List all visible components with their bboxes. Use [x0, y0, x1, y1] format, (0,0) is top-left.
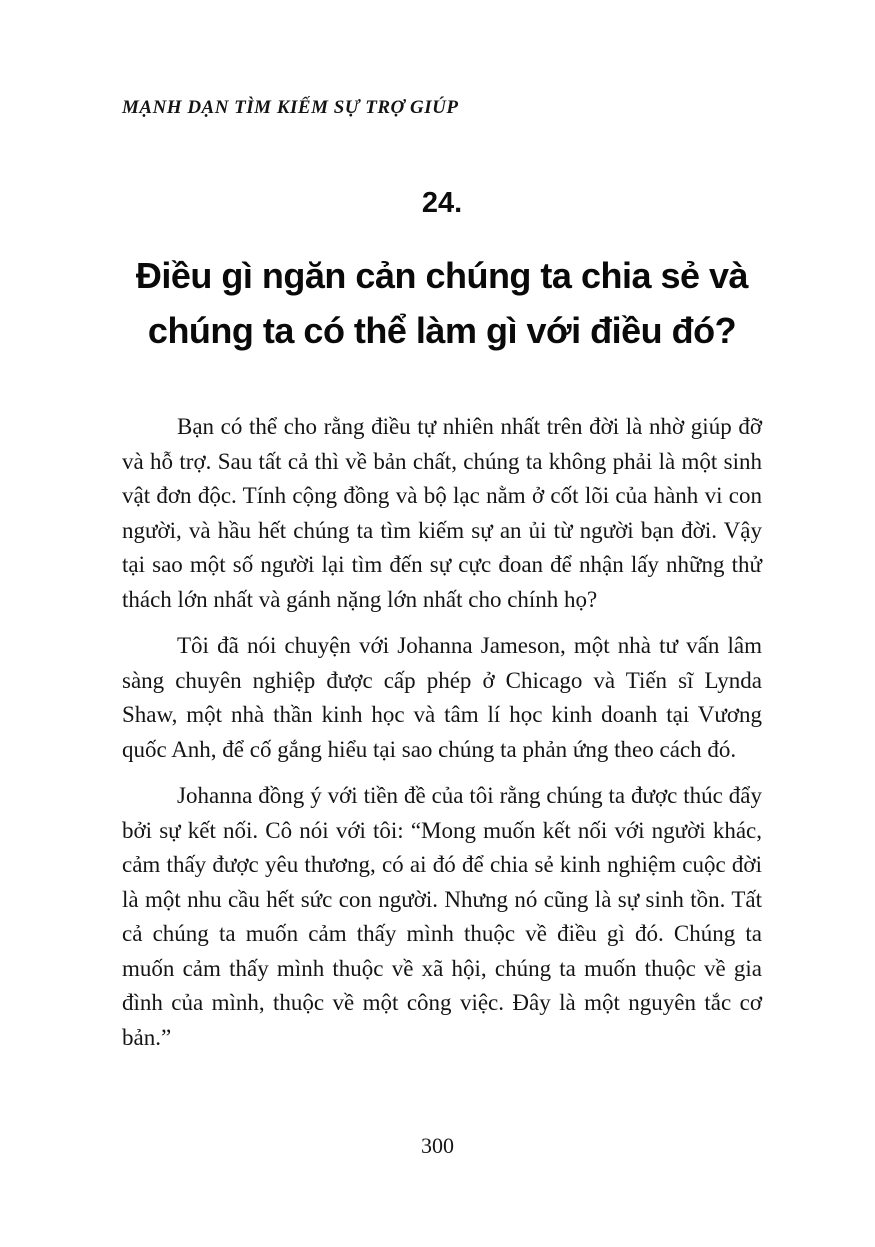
- running-header: MẠNH DẠN TÌM KIẾM SỰ TRỢ GIÚP: [122, 97, 459, 118]
- paragraph: Johanna đồng ý với tiền đề của tôi rằng chúng ta được thúc đẩy bởi sự kết nối. Cô nói với tôi: “Mong muốn kết nối với người khác, cảm thấy được yêu thương, có ai đó để chia sẻ kinh nghiệm cuộc đời là một nhu cầu hết sức con người. Nhưng nó cũng là sự sinh tồn. Tất cả chúng ta muốn cảm thấy mình thuộc về điều gì đó. Chúng ta muốn cảm thấy mình thuộc về xã hội, chúng ta muốn thuộc về gia đình của mình, thuộc về một công việc. Đây là một nguyên tắc cơ bản.”: [122, 783, 762, 1050]
- page-content: [122, 0, 762, 1055]
- paragraph: Bạn có thể cho rằng điều tự nhiên nhất trên đời là nhờ giúp đỡ và hỗ trợ. Sau tất cả thì về bản chất, chúng ta không phải là một sinh vật đơn độc. Tính cộng đồng và bộ lạc nằm ở cốt lõi của hành vi con người, và hầu hết chúng ta tìm kiếm sự an ủi từ người bạn đời. Vậy tại sao một số người lại tìm đến sự cực đoan để nhận lấy những thử thách lớn nhất và gánh nặng lớn nhất cho chính họ?: [122, 414, 762, 612]
- body-text: [122, 410, 762, 1055]
- page-number: 300: [421, 1133, 454, 1158]
- paragraph: Tôi đã nói chuyện với Johanna Jameson, một nhà tư vấn lâm sàng chuyên nghiệp được cấp phép ở Chicago và Tiến sĩ Lynda Shaw, một nhà thần kinh học và tâm lí học kinh doanh tại Vương quốc Anh, để cố gắng hiểu tại sao chúng ta phản ứng theo cách đó.: [122, 633, 762, 762]
- chapter-number: 24.: [421, 187, 463, 219]
- chapter-title: Điều gì ngăn cản chúng ta chia sẻ và chúng ta có thể làm gì với điều đó?: [135, 255, 749, 351]
